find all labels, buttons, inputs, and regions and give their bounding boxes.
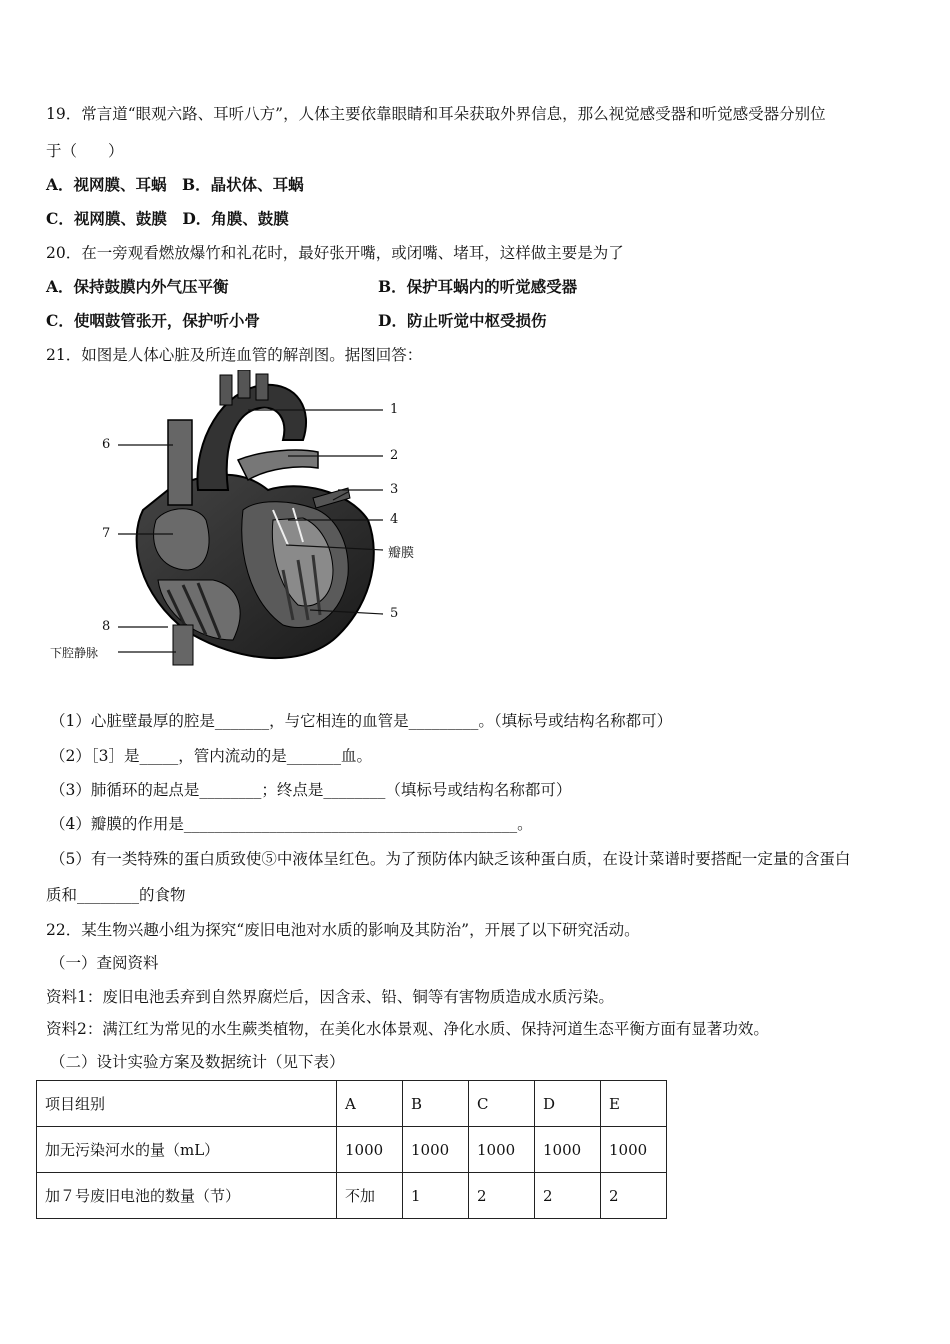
table-cell: 1000 (601, 1127, 667, 1173)
q20-stem: 20．在一旁观看燃放爆竹和礼花时，最好张开嘴，或闭嘴、堵耳，这样做主要是为了 (46, 244, 624, 262)
label-1: 1 (390, 402, 399, 417)
table-cell: C (469, 1081, 535, 1127)
label-3: 3 (390, 482, 399, 497)
q22-part1: （一）查阅资料 (50, 954, 159, 972)
table-cell: 2 (601, 1173, 667, 1219)
q19-stem-line1: 19．常言道“眼观六路、耳听八方”，人体主要依靠眼睛和耳朵获取外界信息，那么视觉感受器和听觉感受器分别位 (46, 105, 826, 123)
table-row (37, 1081, 667, 1127)
q20-option-a: A．保持鼓膜内外气压平衡 (46, 277, 229, 296)
q21-sub1: （1）心脏壁最厚的腔是_______，与它相连的血管是_________。（填标号或结构名称都可） (50, 712, 673, 730)
heart-diagram (48, 370, 428, 670)
table-row (37, 1173, 667, 1219)
q19-options-line1: A．视网膜、耳蜗 B．晶状体、耳蜗 (46, 175, 304, 194)
table-cell: E (601, 1081, 667, 1127)
label-valve: 瓣膜 (388, 546, 415, 561)
table-cell: 1000 (469, 1127, 535, 1173)
q21-stem: 21．如图是人体心脏及所连血管的解剖图。据图回答： (46, 346, 423, 364)
q21-sub4: （4）瓣膜的作用是___________________________________________。 (50, 815, 533, 833)
q21-sub3: （3）肺循环的起点是________；终点是________（填标号或结构名称都可） (50, 781, 572, 799)
q19-stem-line2: 于（ ） (46, 142, 124, 160)
label-4: 4 (390, 512, 399, 527)
table-cell: 加７号废旧电池的数量（节） (37, 1173, 337, 1219)
table-cell: 不加 (337, 1173, 403, 1219)
label-inferior-vena-cava: 下腔静脉 (50, 646, 99, 660)
label-2: 2 (390, 448, 399, 463)
q19-options-line2: C．视网膜、鼓膜 D．角膜、鼓膜 (46, 209, 289, 228)
q22-part2: （二）设计实验方案及数据统计（见下表） (50, 1053, 345, 1071)
table-row (37, 1127, 667, 1173)
experiment-table (36, 1080, 667, 1219)
q21-sub5-line2: 质和________的食物 (46, 886, 186, 904)
table-cell: 1000 (403, 1127, 469, 1173)
table-cell: 2 (535, 1173, 601, 1219)
table-cell: 1000 (337, 1127, 403, 1173)
label-8: 8 (102, 619, 111, 634)
table-cell: B (403, 1081, 469, 1127)
q20-option-b: B．保护耳蜗内的听觉感受器 (378, 277, 578, 296)
label-7: 7 (102, 526, 111, 541)
q22-material1: 资料1：废旧电池丢弃到自然界腐烂后，因含汞、铅、铜等有害物质造成水质污染。 (46, 988, 614, 1006)
q20-option-d: D．防止听觉中枢受损伤 (378, 311, 547, 330)
table-cell: D (535, 1081, 601, 1127)
table-cell: 1 (403, 1173, 469, 1219)
table-cell: 项目组别 (37, 1081, 337, 1127)
q22-stem: 22．某生物兴趣小组为探究“废旧电池对水质的影响及其防治”，开展了以下研究活动。 (46, 921, 640, 939)
q21-sub2: （2）［3］是_____，管内流动的是_______血。 (50, 747, 372, 765)
label-6: 6 (102, 437, 111, 452)
table-cell: 加无污染河水的量（mL） (37, 1127, 337, 1173)
q22-material2: 资料2：满江红为常见的水生蕨类植物，在美化水体景观、净化水质、保持河道生态平衡方面有显著功效。 (46, 1020, 769, 1038)
label-5: 5 (390, 606, 399, 621)
table-cell: A (337, 1081, 403, 1127)
table-cell: 2 (469, 1173, 535, 1219)
q21-sub5-line1: （5）有一类特殊的蛋白质致使⑤中液体呈红色。为了预防体内缺乏该种蛋白质，在设计菜谱时要搭配一定量的含蛋白 (50, 850, 851, 868)
table-cell: 1000 (535, 1127, 601, 1173)
q20-option-c: C．使咽鼓管张开，保护听小骨 (46, 311, 260, 330)
